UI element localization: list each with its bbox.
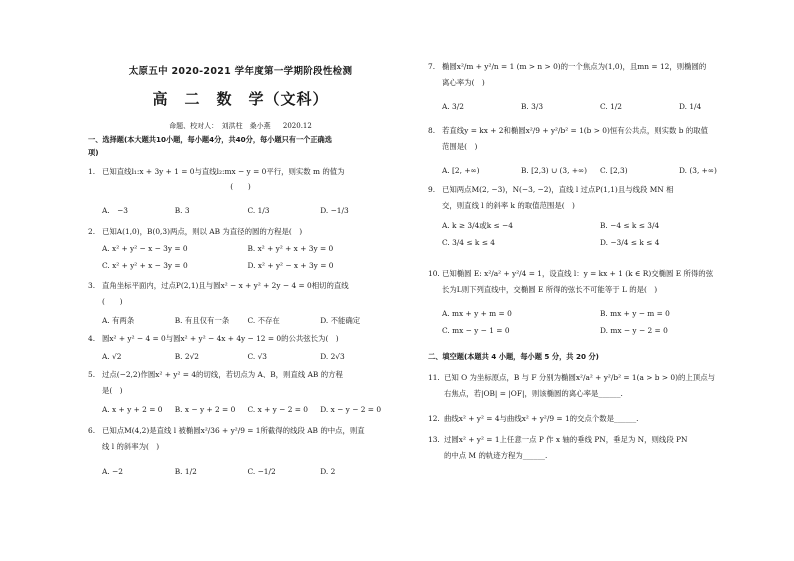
section-title-line2: 项) bbox=[88, 148, 99, 157]
question-number: 13. bbox=[428, 435, 440, 444]
question-text-cont: 交，则直线 l 的斜率 k 的取值范围是( ) bbox=[442, 201, 575, 211]
option-d: D. (3, +∞) bbox=[679, 166, 717, 175]
question-1-options bbox=[102, 206, 393, 215]
question-number: 5. bbox=[88, 370, 96, 379]
section-title-line1: 一、选择题(本大题共10小题，每小题4分，共40分，每小题只有一个正确选 bbox=[88, 135, 332, 144]
question-9-options bbox=[442, 221, 758, 248]
option-b: B. 3/3 bbox=[521, 102, 544, 111]
question-number: 6. bbox=[88, 426, 96, 435]
question-number: 4. bbox=[88, 334, 96, 343]
question-number: 3. bbox=[88, 281, 96, 290]
question-number: 10. bbox=[428, 269, 440, 278]
question-10-options bbox=[442, 309, 758, 336]
option-b: B. 1/2 bbox=[174, 467, 197, 476]
question-text: 曲线x² + y² = 4与曲线x² + y²/9 = 1的交点个数是______. bbox=[444, 414, 639, 423]
subject-title: 高 二 数 学（文科） bbox=[152, 90, 329, 108]
question-8 bbox=[428, 126, 758, 152]
question-13 bbox=[428, 435, 758, 461]
option-a: A. mx + y + m = 0 bbox=[442, 309, 512, 318]
option-c: C. √3 bbox=[247, 352, 268, 361]
question-text: 已知两点M(2, −3)，N(−3, −2)，直线 l 过点P(1,1)且与线段 MN 相 bbox=[442, 185, 674, 194]
question-3-options bbox=[102, 316, 393, 325]
author: 命题、校对人： 刘洪柱 桑小燕 bbox=[169, 122, 271, 130]
option-d: D. x² + y² − x + 3y = 0 bbox=[247, 261, 334, 271]
question-7 bbox=[428, 62, 758, 88]
question-text: 过点(−2,2)作圆x² + y² = 4的切线，若切点为 A、B，则直线 AB 的方程 bbox=[102, 370, 343, 379]
question-number: 8. bbox=[428, 126, 436, 135]
option-a: A. 3/2 bbox=[442, 102, 464, 111]
question-2 bbox=[88, 227, 393, 236]
option-c: C. 1/3 bbox=[247, 206, 270, 215]
option-d: D. −3/4 ≤ k ≤ 4 bbox=[600, 238, 660, 248]
option-d: D. mx − y − 2 = 0 bbox=[600, 326, 668, 336]
option-c: C. 不存在 bbox=[247, 316, 280, 325]
section-title-choice bbox=[88, 135, 332, 157]
school-title: 太原五中 2020-2021 学年度第一学期阶段性检测 bbox=[128, 66, 353, 77]
question-text-cont: ( ) bbox=[102, 297, 123, 307]
option-d: D. 2√3 bbox=[320, 352, 345, 361]
question-text: 已知直线l₁:x + 3y + 1 = 0与直线l₂:mx − y = 0平行，则实数 m 的值为 bbox=[102, 167, 345, 176]
question-number: 1. bbox=[88, 167, 96, 176]
option-c: C. x² + y² + x − 3y = 0 bbox=[102, 261, 188, 271]
option-b: B. −4 ≤ k ≤ 3/4 bbox=[600, 221, 660, 230]
option-b: B. 有且仅有一条 bbox=[174, 316, 230, 325]
exam-date: 2020.12 bbox=[282, 122, 312, 130]
question-text-cont: 右焦点，若|OB| = |OF|，则该椭圆的离心率是______. bbox=[444, 389, 623, 399]
option-b: B. mx + y − m = 0 bbox=[600, 309, 670, 318]
question-text: 已知A(1,0)，B(0,3)两点，则以 AB 为直径的圆的方程是( ) bbox=[102, 227, 303, 236]
option-d: D. 1/4 bbox=[679, 102, 702, 111]
question-number: 9. bbox=[428, 185, 436, 194]
question-text-cont: 是( ) bbox=[102, 386, 123, 396]
question-9 bbox=[428, 185, 758, 211]
question-text: 若直线y = kx + 2和椭圆x²/9 + y²/b² = 1(b > 0)恒有公共点，则实数 b 的取值 bbox=[442, 126, 708, 135]
question-text-cont: 线 l 的斜率为( ) bbox=[102, 442, 160, 452]
option-a: A. −2 bbox=[102, 467, 123, 476]
question-7-options bbox=[442, 102, 758, 111]
option-d: D. x − y − 2 = 0 bbox=[320, 405, 382, 414]
question-10 bbox=[428, 269, 758, 295]
question-8-options bbox=[442, 166, 758, 175]
question-6-options bbox=[102, 467, 393, 476]
option-c: C. 3/4 ≤ k ≤ 4 bbox=[442, 238, 495, 248]
question-text: 已知椭圆 E: x²/a² + y²/4 = 1，设直线 l：y = kx + 1 (k ∈ R)交椭圆 E 所得的弦 bbox=[442, 269, 714, 278]
option-a: A. √2 bbox=[102, 352, 122, 361]
question-4-options bbox=[102, 352, 393, 361]
section-title-fill: 二、填空题(本题共 4 小题，每小题 5 分，共 20 分) bbox=[428, 352, 599, 361]
question-number: 12. bbox=[428, 414, 440, 423]
question-3 bbox=[88, 281, 393, 307]
question-number: 7. bbox=[428, 62, 436, 71]
answer-paren: ( ) bbox=[230, 182, 251, 192]
question-6 bbox=[88, 426, 393, 452]
option-c: C. [2,3) bbox=[600, 166, 628, 175]
question-text: 已知 O 为坐标原点，B 与 F 分别为椭圆x²/a² + y²/b² = 1(a > b > 0)的上顶点与 bbox=[444, 373, 715, 382]
option-b: B. [2,3) ∪ (3, +∞) bbox=[521, 166, 588, 175]
question-text-cont: 范围是( ) bbox=[442, 142, 478, 152]
author-line bbox=[88, 122, 393, 131]
question-4 bbox=[88, 334, 393, 343]
option-a: A. x + y + 2 = 0 bbox=[102, 405, 163, 414]
option-c: C. x + y − 2 = 0 bbox=[247, 405, 309, 414]
question-1 bbox=[88, 167, 393, 192]
option-a: A. 有两条 bbox=[102, 316, 135, 325]
option-d: D. −1/3 bbox=[320, 206, 349, 215]
option-d: D. 2 bbox=[320, 467, 336, 476]
option-b: B. 2√2 bbox=[174, 352, 199, 361]
option-d: D. 不能确定 bbox=[320, 316, 361, 325]
option-b: B. 3 bbox=[174, 206, 190, 215]
option-c: C. mx − y − 1 = 0 bbox=[442, 326, 510, 336]
question-number: 11. bbox=[428, 373, 440, 382]
option-c: C. −1/2 bbox=[247, 467, 276, 476]
option-b: B. x² + y² + x + 3y = 0 bbox=[247, 244, 334, 253]
question-12 bbox=[428, 414, 758, 423]
question-text: 椭圆x²/m + y²/n = 1 (m > n > 0)的一个焦点为(1,0)，且mn = 12，则椭圆的 bbox=[442, 62, 707, 71]
question-5 bbox=[88, 370, 393, 396]
question-text: 已知点M(4,2)是直线 l 被椭圆x²/36 + y²/9 = 1所截得的线段 AB 的中点，则直 bbox=[102, 426, 365, 435]
question-number: 2. bbox=[88, 227, 96, 236]
question-11 bbox=[428, 373, 758, 399]
option-a: A. −3 bbox=[102, 206, 128, 215]
option-a: A. x² + y² − x − 3y = 0 bbox=[102, 244, 188, 253]
question-5-options bbox=[102, 405, 393, 414]
question-text-cont: 长为L则下列直线中，交椭圆 E 所得的弦长不可能等于 L 的是( ) bbox=[442, 285, 658, 295]
question-text-cont: 的中点 M 的轨迹方程为______. bbox=[444, 451, 548, 461]
question-2-options bbox=[102, 244, 393, 271]
option-b: B. x − y + 2 = 0 bbox=[174, 405, 236, 414]
question-text: 直角坐标平面内，过点P(2,1)且与圆x² − x + y² + 2y − 4 = 0相切的直线 bbox=[102, 281, 349, 290]
question-text: 过圆x² + y² = 1上任意一点 P 作 x 轴的垂线 PN，垂足为 N，则线段 PN bbox=[444, 435, 688, 444]
question-text-cont: 离心率为( ) bbox=[442, 78, 485, 88]
option-a: A. [2, +∞) bbox=[442, 166, 480, 175]
option-c: C. 1/2 bbox=[600, 102, 622, 111]
question-text: 圆x² + y² − 4 = 0与圆x² + y² − 4x + 4y − 12 = 0的公共弦长为( ) bbox=[102, 334, 339, 343]
option-a: A. k ≥ 3/4或k ≤ −4 bbox=[442, 221, 513, 230]
